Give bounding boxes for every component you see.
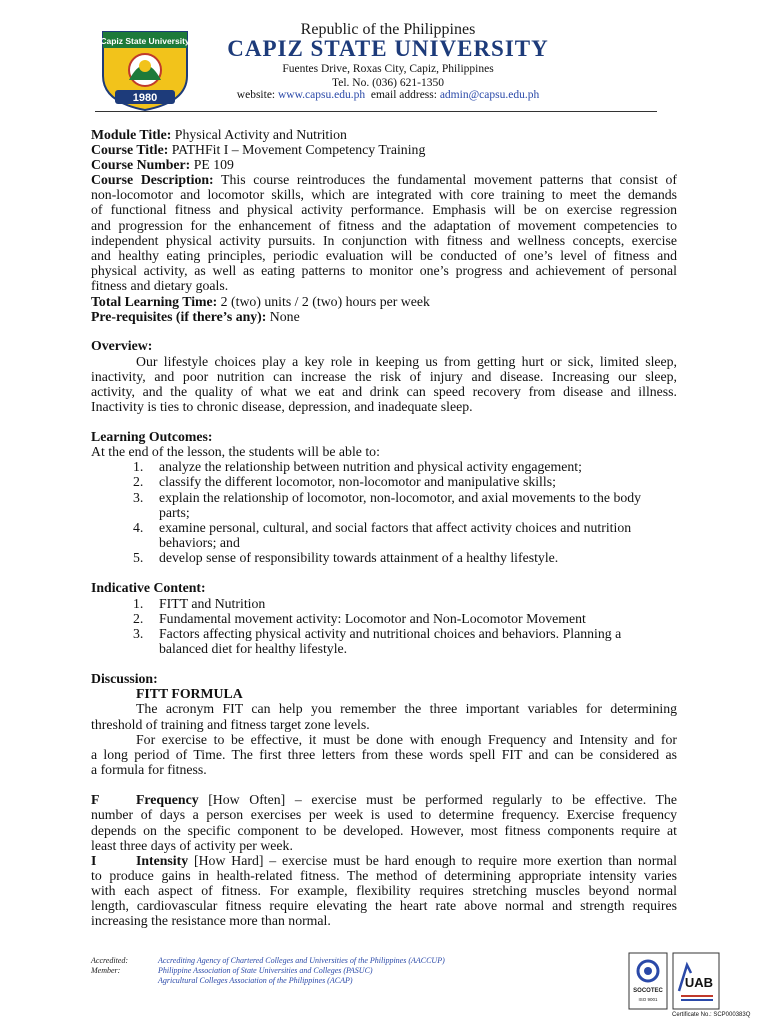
intensity-line: increasing the resistance more than normal. <box>91 913 331 928</box>
learning-outcomes-intro: At the end of the lesson, the students will be able to: <box>91 444 380 459</box>
list-item: 2. Fundamental movement activity: Locomotor and Non-Locomotor Movement <box>133 611 586 626</box>
accredited-label: Accredited: <box>91 956 129 965</box>
discussion-paragraph-line: For exercise to be effective, it must be done with enough Frequency and Intensity and for <box>136 732 677 747</box>
member-label: Member: <box>91 966 121 975</box>
discussion-paragraph-line: a formula for fitness. <box>91 762 207 777</box>
discussion-paragraph-line: threshold of training and fitness target zone levels. <box>91 717 370 732</box>
email-link[interactable]: admin@capsu.edu.ph <box>439 89 540 101</box>
list-item: 3. explain the relationship of locomotor, non-locomotor, and axial movements to the body <box>133 490 642 505</box>
course-description: Course Description: This course reintroduces the fundamental movement patterns that consist of <box>91 172 678 187</box>
uab-label: UAB <box>684 975 714 990</box>
website-link[interactable]: www.capsu.edu.ph <box>278 89 366 101</box>
certification-logos <box>627 951 723 1013</box>
frequency-line: depends on the specific component to be developed. However, most fitness components require at <box>91 823 677 838</box>
university-address: Fuentes Drive, Roxas City, Capiz, Philippines <box>282 63 494 75</box>
list-item: 4. examine personal, cultural, and social factors that affect activity choices and nutrition <box>133 520 632 535</box>
logo-year: 1980 <box>132 92 158 104</box>
frequency-line: least three days of activity per week. <box>91 838 293 853</box>
overview-line: Inactivity is ties to chronic disease, depression, and inadequate sleep. <box>91 399 473 414</box>
republic-line: Republic of the Philippines <box>300 21 476 38</box>
certificate-number: Certificate No.: SCP000383Q <box>672 1012 751 1018</box>
total-learning-time: Total Learning Time: 2 (two) units / 2 (two) hours per week <box>91 294 430 309</box>
list-item: 2. classify the different locomotor, non-locomotor and manipulative skills; <box>133 474 556 489</box>
list-item: 3. Factors affecting physical activity and nutritional choices and behaviors. Planning a <box>133 626 622 641</box>
email-label: email address: <box>365 89 440 101</box>
learning-outcomes-heading: Learning Outcomes: <box>91 429 213 444</box>
contact-line <box>200 89 576 101</box>
intensity-line: Intensity [How Hard] – exercise must be hard enough to require more exertion than normal <box>136 853 677 868</box>
list-item: 1. analyze the relationship between nutrition and physical activity engagement; <box>133 459 582 474</box>
discussion-heading: Discussion: <box>91 671 158 686</box>
overview-heading: Overview: <box>91 338 153 353</box>
socotec-label: SOCOTEC <box>633 988 663 994</box>
website-label: website: <box>236 89 278 101</box>
list-item-continuation: balanced diet for healthy lifestyle. <box>159 641 348 656</box>
intensity-line: with each aspect of fitness. For example, flexibility requires stretching muscles beyond normal <box>91 883 677 898</box>
course-description-line: of functional fitness and physical activity performance. Emphasis will be on exercise regression <box>91 202 677 217</box>
discussion-paragraph-line: The acronym FIT can help you remember the three important variables for determining <box>136 701 677 716</box>
list-item-continuation: parts; <box>159 505 190 520</box>
indicative-content-heading: Indicative Content: <box>91 580 206 595</box>
course-description-line: independent physical activity pursuits. In conjunction with fitness and wellness concepts, exercise <box>91 233 677 248</box>
fitt-letter-f: F <box>91 792 100 807</box>
iso-label: ISO 9001 <box>638 997 658 1002</box>
course-title: Course Title: PATHFit I – Movement Competency Training <box>91 142 426 157</box>
frequency-line: Frequency [How Often] – exercise must be performed regularly to be effective. The <box>136 792 677 807</box>
intensity-line: length, cardiovascular fitness require elevating the heart rate above normal and strength requires <box>91 898 677 913</box>
member-text: Agricultural Colleges Association of the Philippines (ACAP) <box>158 976 353 985</box>
prerequisites: Pre-requisites (if there’s any): None <box>91 309 300 324</box>
module-title: Module Title: Physical Activity and Nutrition <box>91 127 347 142</box>
list-item-continuation: behaviors; and <box>159 535 240 550</box>
university-logo <box>95 20 195 112</box>
fitt-letter-i: I <box>91 853 97 868</box>
course-description-line: physical activity, as well as eating patterns to monitor one’s progress and achievement of personal <box>91 263 677 278</box>
header-divider <box>95 111 657 112</box>
intensity-line: to produce gains in health-related fitness. The method of determining appropriate intensity varies <box>91 868 677 883</box>
discussion-paragraph-line: a long period of Time. The first three letters from these words spell FIT and can be considered as <box>91 747 677 762</box>
overview-line: activity, and the quality of what we eat and drink can speed recovery from disease and illness. <box>91 384 677 399</box>
university-name: CAPIZ STATE UNIVERSITY <box>227 36 549 61</box>
course-number: Course Number: PE 109 <box>91 157 234 172</box>
accredited-text: Accrediting Agency of Chartered Colleges and Universities of the Philippines (AACCUP) <box>158 956 445 965</box>
list-item: 5. develop sense of responsibility towards attainment of a healthy lifestyle. <box>133 550 559 565</box>
list-item: 1. FITT and Nutrition <box>133 596 266 611</box>
frequency-line: number of days a person exercises per week is used to determine frequency. Exercise frequency <box>91 807 677 822</box>
course-description-line: fitness and dietary goals. <box>91 278 229 293</box>
course-description-line: and progression for the enhancement of fitness and the adaptation of movement competencies to <box>91 218 677 233</box>
course-description-line: and healthy eating principles, periodic evaluation will be conducted of one’s level of fitness and <box>91 248 677 263</box>
member-text: Philippine Association of State Universities and Colleges (PASUC) <box>158 966 373 975</box>
course-description-line: non-locomotor and locomotor skills, which are integrated with core training to meet the demands <box>91 187 677 202</box>
university-telephone: Tel. No. (036) 621-1350 <box>332 77 444 89</box>
logo-text: Capiz State University <box>100 36 190 46</box>
overview-line: inactivity, and poor nutrition can increase the risk of injury and disease. Increasing our sleep, <box>91 369 677 384</box>
overview-line: Our lifestyle choices play a key role in keeping us from getting hurt or sick, limited sleep, <box>136 354 677 369</box>
fitt-formula-title: FITT FORMULA <box>136 686 243 701</box>
